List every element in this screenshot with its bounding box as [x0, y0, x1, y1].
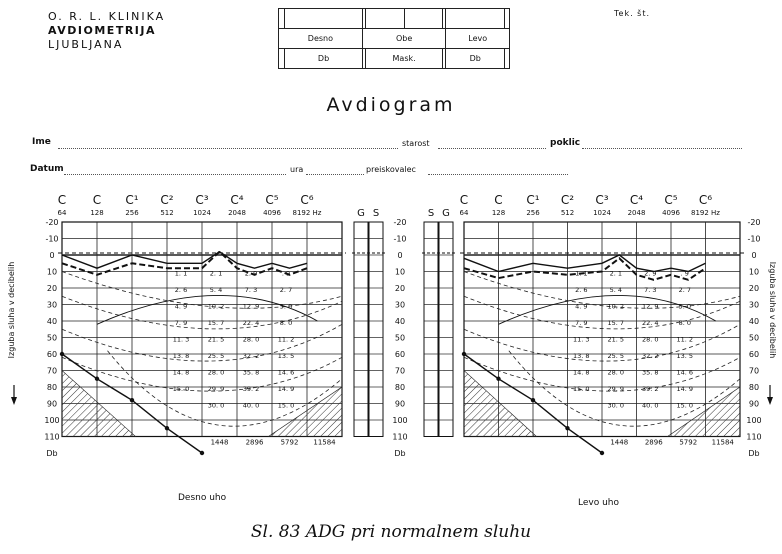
- left-ear-chart-db-tick: 50: [748, 333, 760, 343]
- right-ear-chart-axis-arrow-head: [11, 397, 17, 405]
- right-ear-chart-table-value: 1. 1: [174, 269, 188, 278]
- center-db-tick: 10: [394, 267, 406, 277]
- left-ear-chart-freq-label: 8192 Hz: [691, 209, 720, 217]
- left-ear-chart-note-label: C⁴: [629, 193, 644, 207]
- stamp-db-right: Db: [446, 49, 505, 69]
- left-ear-chart-threshold-point: [462, 352, 466, 356]
- right-ear-chart-table-value: 35. 8: [242, 368, 260, 377]
- label-starost: starost: [402, 139, 430, 148]
- left-ear-chart-table-value: 14. 8: [573, 368, 590, 377]
- left-ear-chart-table-value: 12. 9: [642, 302, 659, 311]
- right-ear-chart-freq-label: 128: [90, 209, 104, 217]
- left-ear-chart-freq-label: 512: [560, 209, 575, 217]
- right-ear-chart-freq-label: 256: [125, 209, 139, 217]
- left-ear-chart-freq-label: 1024: [593, 209, 611, 217]
- right-ear-chart-note-label: C⁴: [230, 193, 244, 207]
- left-ear-chart-freq-label: 4096: [662, 209, 680, 217]
- right-ear-chart-freq-label: 64: [57, 209, 67, 217]
- left-ear-chart-db-tick: 10: [748, 267, 760, 277]
- label-poklic: poklic: [550, 138, 581, 148]
- left-ear-chart-table-value: 39. 2: [642, 385, 659, 393]
- right-ear-chart-table-value: 5. 4: [209, 286, 223, 294]
- label-ura: ura: [290, 165, 304, 174]
- left-ear-chart-db-tick: -10: [747, 234, 761, 244]
- right-ear-chart-table-value: 2. 7: [279, 286, 293, 294]
- left-ear-chart-note-label: C²: [560, 193, 575, 207]
- right-ear-chart-table-value: 11. 3: [172, 335, 190, 344]
- right-ear-chart-table-value: 28. 0: [242, 335, 260, 344]
- left-ear-chart-table-value: 28. 0: [642, 335, 659, 344]
- right-ear-chart-note-label: C³: [195, 193, 209, 207]
- right-ear-chart-table-value: 21. 5: [207, 335, 225, 344]
- left-ear-chart-threshold-point: [531, 398, 535, 402]
- left-ear-chart-table-value: 28. 0: [607, 368, 625, 377]
- left-ear-chart-freq-bottom-label: 2896: [644, 438, 663, 447]
- right-ear-chart-note-label: C¹: [125, 193, 139, 207]
- right-ear-chart-db-tick: 30: [46, 300, 58, 310]
- left-ear-chart-threshold-point: [496, 377, 500, 381]
- right-ear-chart-table-value: 13. 5: [277, 352, 295, 360]
- center-db-tick: 40: [394, 317, 406, 326]
- label-datum: Datum: [30, 164, 64, 174]
- right-ear-chart-threshold-point: [60, 352, 64, 356]
- left-ear-chart-table-value: 35. 8: [642, 368, 659, 377]
- right-ear-chart-table-value: 14. 9: [277, 385, 295, 393]
- left-ear-chart-table-value: 40. 0: [642, 401, 659, 410]
- left-ear-chart-db-tick: 30: [748, 300, 760, 310]
- strip-g-left: [354, 222, 368, 437]
- left-ear-chart-table-value: 22. 4: [642, 319, 659, 327]
- right-ear-chart-db-tick: 20: [46, 284, 58, 293]
- right-ear-chart-table-value: 15. 0: [277, 401, 295, 410]
- center-db-tick: 100: [392, 416, 408, 425]
- stamp-desno: Desno: [279, 29, 363, 49]
- label-preiskovalec: preiskovalec: [366, 165, 416, 174]
- right-ear-chart-freq-bottom-label: 1448: [210, 438, 229, 447]
- center-db-tick: 30: [394, 300, 406, 310]
- right-ear-chart-note-label: C²: [160, 193, 174, 207]
- left-ear-chart-table-value: 14. 9: [676, 385, 694, 393]
- right-ear-chart-db-tick: 90: [46, 399, 58, 409]
- center-db-tick: -20: [393, 218, 407, 227]
- stamp-db-left: Db: [285, 49, 363, 69]
- right-ear-chart-table-value: 30. 0: [207, 401, 225, 410]
- left-ear-chart-hatch-high: [668, 387, 740, 437]
- left-ear-chart-table-value: 5. 0: [678, 302, 692, 311]
- left-ear-chart-freq-bottom-label: 5792: [679, 438, 698, 447]
- right-ear-chart-freq-bottom-label: 11584: [313, 438, 336, 447]
- left-ear-chart-db-tick: 110: [746, 432, 762, 442]
- right-ear-chart-table-value: 32. 2: [242, 352, 260, 360]
- center-db-tick: Db: [394, 449, 406, 458]
- left-ear-chart-axis-arrow-head: [767, 397, 773, 405]
- right-ear-chart-db-tick: Db: [46, 449, 58, 458]
- right-ear-chart-table-value: 4. 9: [174, 302, 188, 311]
- left-ear-chart-note-label: C: [494, 193, 503, 207]
- left-ear-chart-note-label: C⁶: [698, 193, 713, 207]
- right-ear-chart-table-value: 40. 0: [242, 401, 260, 410]
- right-ear-chart-hatch-high: [269, 387, 343, 437]
- left-ear-chart-table-value: 15. 0: [573, 385, 590, 393]
- right-ear-chart-db-tick: 100: [44, 416, 60, 425]
- strip-s-right-label: S: [427, 208, 435, 219]
- left-ear-chart-table-value: 15. 0: [676, 401, 694, 410]
- right-ear-chart-freq-label: 512: [160, 209, 174, 217]
- left-ear-chart-db-tick: Db: [748, 449, 760, 458]
- center-db-tick: 50: [394, 333, 406, 343]
- right-ear-chart-table-value: 14. 8: [172, 368, 190, 377]
- strip-s-left-label: S: [372, 208, 380, 219]
- right-ear-chart-note-label: C⁶: [300, 193, 314, 207]
- left-ear-chart-freq-label: 128: [491, 209, 506, 217]
- right-ear-chart-db-tick: 80: [46, 383, 58, 392]
- stamp-obe: Obe: [362, 29, 446, 49]
- left-ear-chart-threshold-point: [600, 451, 604, 455]
- left-ear-chart-table-value: 8. 0: [678, 319, 692, 327]
- right-ear-chart-table-value: 15. 7: [207, 319, 225, 327]
- right-ear-chart-table-value: 5. 0: [279, 302, 293, 311]
- right-ear-chart-db-tick: -20: [45, 218, 59, 227]
- left-ear-chart-table-value: 11. 3: [573, 335, 590, 344]
- center-db-tick: 20: [394, 284, 406, 293]
- right-ear-chart-freq-bottom-label: 5792: [280, 438, 299, 447]
- right-ear-chart-table-value: 10. 2: [207, 302, 225, 311]
- left-ear-chart-table-value: 15. 7: [607, 319, 625, 327]
- clinic-department: AVDIOMETRIJA: [48, 24, 156, 37]
- right-ear-chart-table-value: 29. 9: [207, 385, 225, 393]
- left-ear-chart-db-tick: 90: [748, 399, 760, 409]
- strip-s-left: [369, 222, 383, 437]
- left-ear-chart-table-value: 4. 9: [575, 302, 588, 311]
- clinic-name: O. R. L. KLINIKA: [48, 10, 166, 23]
- strip-g-right: [439, 222, 453, 437]
- strip-s-right: [424, 222, 438, 437]
- left-ear-chart-freq-label: 2048: [627, 209, 646, 217]
- strip-g-left-label: G: [357, 208, 365, 219]
- right-ear-chart-table-value: 22. 4: [242, 319, 260, 327]
- left-ear-chart-table-value: 29. 9: [607, 385, 625, 393]
- right-ear-chart-table-value: 2. 6: [174, 286, 188, 294]
- left-ear-chart-db-tick: 20: [748, 284, 760, 293]
- right-ear-chart-axis-label: Izguba sluha v decibelih: [7, 261, 16, 359]
- label-ime: Ime: [32, 137, 51, 147]
- left-ear-chart-db-tick: 80: [748, 383, 760, 392]
- left-ear-chart-note-label: C: [459, 193, 469, 207]
- left-ear-chart-table-value: 7. 3: [644, 286, 657, 294]
- left-ear-chart-table-value: 2. 9: [644, 269, 657, 278]
- left-ear-chart-table-value: 2. 6: [575, 286, 588, 294]
- center-db-tick: 90: [394, 399, 406, 409]
- right-ear-chart-table-value: 2. 1: [209, 269, 223, 278]
- left-ear-chart-table-value: 7. 9: [575, 319, 588, 327]
- right-ear-chart-threshold-point: [95, 377, 99, 381]
- left-ear-chart-note-label: C³: [595, 193, 609, 207]
- left-ear-chart-axis-label: Izguba sluha v decibelih: [768, 261, 777, 359]
- left-ear-chart-table-value: 10. 2: [607, 302, 625, 311]
- right-ear-chart-db-tick: 50: [46, 333, 58, 343]
- strip-g-right-label: G: [442, 208, 450, 219]
- center-db-tick: 110: [392, 432, 408, 442]
- left-ear-chart-table-value: 2. 7: [678, 286, 692, 294]
- left-ear-chart-table-value: 25. 5: [607, 352, 625, 360]
- stamp-levo: Levo: [446, 29, 510, 49]
- right-ear-chart-freq-bottom-label: 2896: [245, 438, 264, 447]
- left-ear-chart-freq-label: 256: [526, 209, 540, 217]
- left-ear-chart-db-tick: 40: [748, 317, 760, 326]
- left-ear-chart-db-tick: 100: [746, 416, 762, 425]
- left-ear-chart-threshold-point: [565, 426, 569, 430]
- left-ear-chart-db-tick: 0: [751, 251, 757, 260]
- left-ear-chart-table-value: 1. 1: [575, 269, 588, 278]
- right-ear-label: Desno uho: [178, 493, 227, 503]
- left-ear-chart-table-value: 11. 2: [676, 335, 694, 344]
- left-ear-chart-freq-label: 64: [459, 209, 469, 217]
- left-ear-chart-note-label: C¹: [526, 193, 540, 207]
- center-db-tick: 60: [394, 350, 406, 359]
- right-ear-chart-table-value: 7. 3: [244, 286, 258, 294]
- right-ear-chart-table-value: 39. 2: [242, 385, 260, 393]
- left-ear-chart-db-tick: 70: [748, 366, 760, 376]
- left-ear-chart-table-value: . 9: [680, 269, 689, 278]
- left-ear-chart-note-label: C⁵: [664, 193, 678, 207]
- right-ear-chart-freq-label: 1024: [193, 209, 211, 217]
- right-ear-chart-db-tick: 70: [46, 366, 58, 376]
- left-ear-label: Levo uho: [578, 498, 620, 508]
- right-ear-chart-table-value: 12. 9: [242, 302, 260, 311]
- right-ear-chart-note-label: C: [92, 193, 102, 207]
- stamp-mask: Mask.: [366, 49, 443, 69]
- right-ear-chart-db-tick: 60: [46, 350, 58, 359]
- left-ear-chart-table-value: 32. 2: [642, 352, 659, 360]
- center-db-tick: 0: [397, 251, 403, 260]
- right-ear-chart-table-value: 14. 6: [277, 368, 295, 377]
- right-ear-chart-table-value: . 9: [281, 269, 291, 278]
- left-ear-chart-db-tick: 60: [748, 350, 760, 359]
- right-ear-chart-table-value: 7. 9: [174, 319, 188, 327]
- right-ear-chart-table-value: 11. 2: [277, 335, 295, 344]
- right-ear-chart-threshold-point: [200, 451, 204, 455]
- center-db-tick: 80: [394, 383, 406, 392]
- right-ear-chart-db-tick: 110: [44, 432, 60, 442]
- right-ear-chart-table-value: 25. 5: [207, 352, 225, 360]
- right-ear-chart-db-tick: 40: [46, 317, 58, 326]
- left-ear-chart-table-value: 13. 8: [573, 352, 590, 360]
- center-db-tick: -10: [393, 234, 407, 244]
- left-ear-chart-freq-bottom-label: 1448: [610, 438, 629, 447]
- right-ear-chart-note-label: C⁵: [265, 193, 279, 207]
- right-ear-chart-threshold-point: [130, 398, 134, 402]
- right-ear-chart-threshold-point: [165, 426, 169, 430]
- left-ear-chart-table-value: 13. 5: [676, 352, 694, 360]
- right-ear-chart-freq-label: 2048: [228, 209, 246, 217]
- right-ear-chart-series-bone-conduction: [62, 252, 307, 269]
- left-ear-chart-db-tick: -20: [747, 218, 761, 227]
- left-ear-chart-table-value: 30. 0: [607, 401, 625, 410]
- right-ear-chart-table-value: 2. 9: [244, 269, 258, 278]
- left-ear-chart-table-value: 2. 1: [609, 269, 623, 278]
- right-ear-chart-db-tick: -10: [45, 234, 59, 244]
- left-ear-chart-table-value: 14. 6: [676, 368, 694, 377]
- right-ear-chart-table-value: 13. 8: [172, 352, 190, 360]
- right-ear-chart-table-value: 28. 0: [207, 368, 225, 377]
- right-ear-chart-freq-label: 4096: [263, 209, 281, 217]
- right-ear-chart-db-tick: 10: [46, 267, 58, 277]
- left-ear-chart-freq-bottom-label: 11584: [711, 438, 734, 447]
- right-ear-chart-freq-label: 8192 Hz: [292, 209, 322, 217]
- page-title: Avdiogram: [326, 94, 456, 116]
- clinic-city: LJUBLJANA: [48, 38, 124, 51]
- right-ear-chart-note-label: C: [57, 193, 67, 207]
- record-number-label: Tek. št.: [614, 9, 651, 18]
- right-ear-chart-table-value: 8. 0: [279, 319, 293, 327]
- left-ear-chart-table-value: 21. 5: [607, 335, 625, 344]
- right-ear-chart-db-tick: 0: [49, 251, 55, 260]
- figure-caption: Sl. 83 ADG pri normalnem sluhu: [250, 522, 532, 542]
- right-ear-chart-table-value: 15. 0: [172, 385, 190, 393]
- left-ear-chart-table-value: 5. 4: [609, 286, 623, 294]
- center-db-tick: 70: [394, 366, 406, 376]
